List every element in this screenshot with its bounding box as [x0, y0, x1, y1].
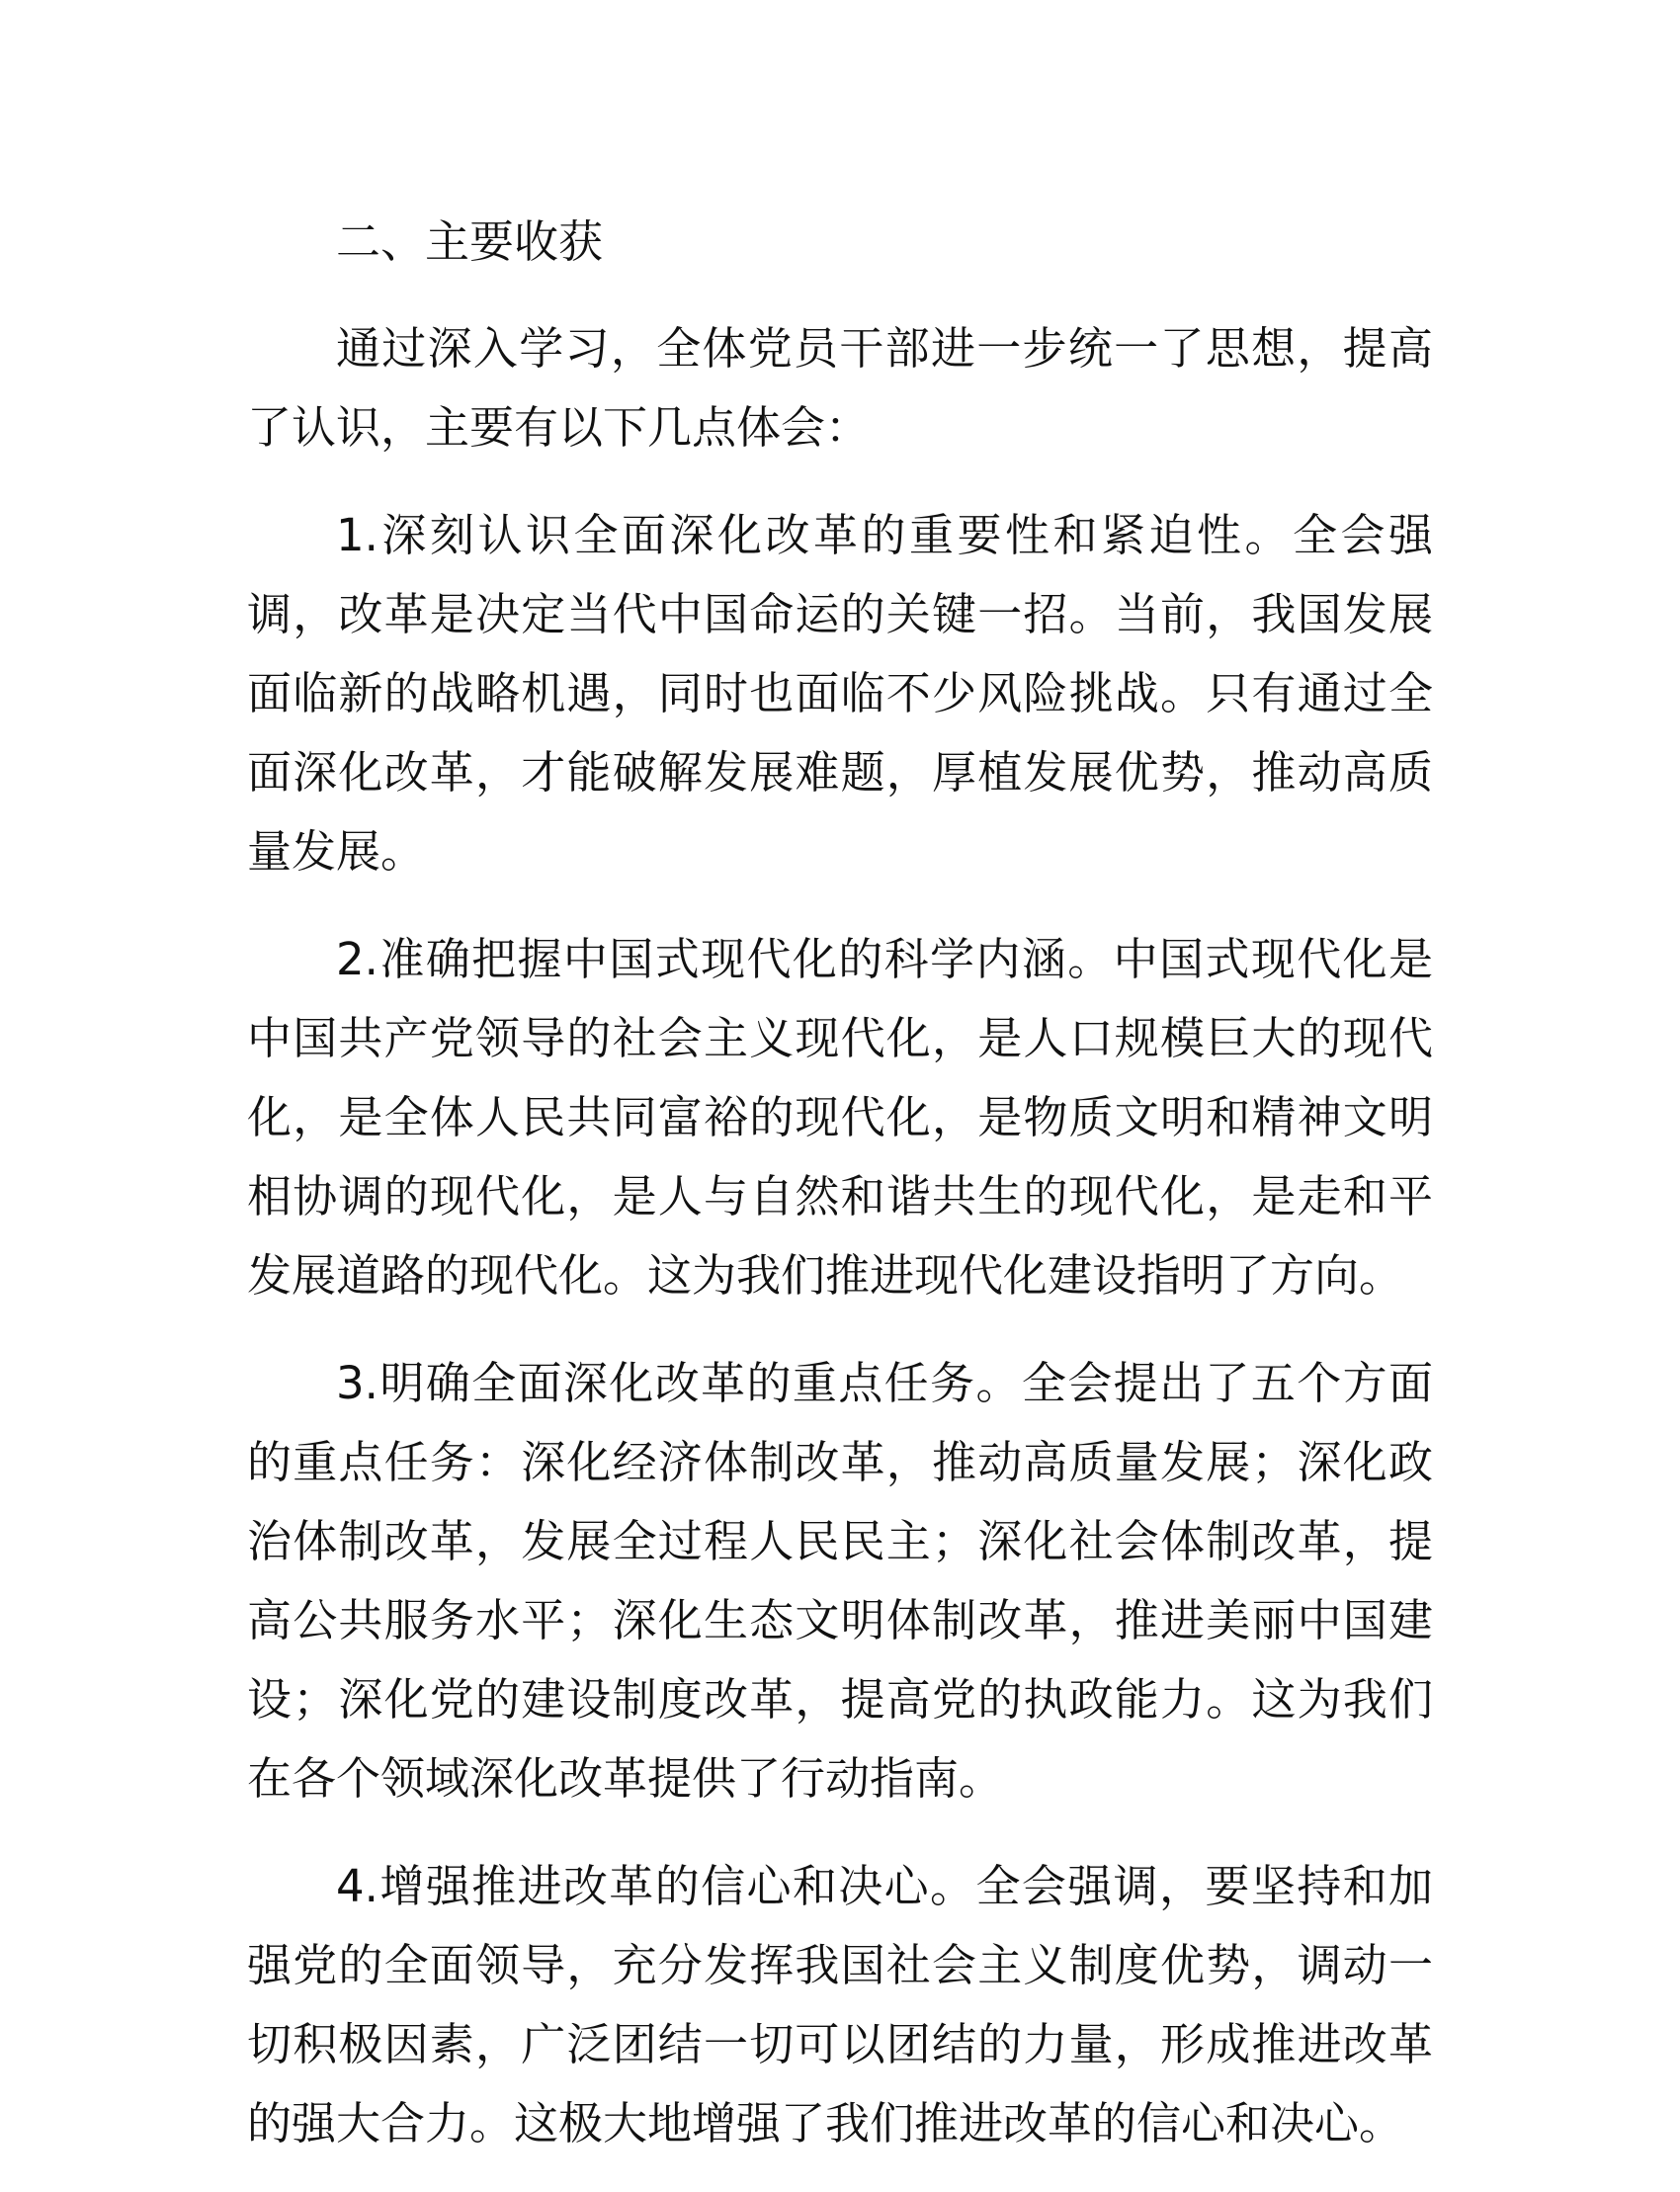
point-4-paragraph: 4.增强推进改革的信心和决心。全会强调，要坚持和加强党的全面领导，充分发挥我国社会主义制度优势，调动一切积极因素，广泛团结一切可以团结的力量，形成推进改革的强大合力。这极大地增强了我们推进改革的信心和决心。 — [247, 1860, 1433, 2150]
point-2-paragraph: 2.准确把握中国式现代化的科学内涵。中国式现代化是中国共产党领导的社会主义现代化，是人口规模巨大的现代化，是全体人民共同富裕的现代化，是物质文明和精神文明相协调的现代化，是人与自然和谐共生的现代化，是走和平发展道路的现代化。这为我们推进现代化建设指明了方向。 — [247, 933, 1433, 1302]
document-page — [247, 203, 1433, 2192]
point-1-paragraph: 1.深刻认识全面深化改革的重要性和紧迫性。全会强调，改革是决定当代中国命运的关键一招。当前，我国发展面临新的战略机遇，同时也面临不少风险挑战。只有通过全面深化改革，才能破解发展难题，厚植发展优势，推动高质量发展。 — [247, 509, 1433, 878]
intro-paragraph: 通过深入学习，全体党员干部进一步统一了思想，提高了认识，主要有以下几点体会： — [247, 322, 1433, 454]
section-heading: 二、主要收获 — [336, 215, 604, 268]
point-3-paragraph: 3.明确全面深化改革的重点任务。全会提出了五个方面的重点任务：深化经济体制改革，推动高质量发展；深化政治体制改革，发展全过程人民民主；深化社会体制改革，提高公共服务水平；深化生态文明体制改革，推进美丽中国建设；深化党的建设制度改革，提高党的执政能力。这为我们在各个领域深化改革提供了行动指南。 — [247, 1357, 1433, 1805]
